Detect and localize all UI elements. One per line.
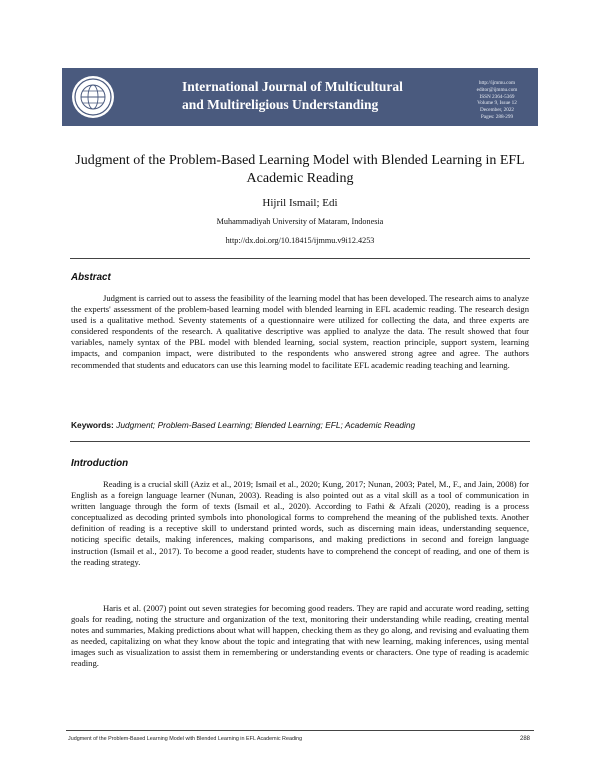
keywords-text: Judgment; Problem-Based Learning; Blended Learning; EFL; Academic Reading [116, 420, 416, 430]
journal-email[interactable]: editor@ijmmu.com [476, 86, 518, 93]
footer-rule [66, 730, 534, 731]
journal-pages: Pages: 288-299 [480, 113, 514, 120]
journal-meta [462, 80, 532, 121]
abstract-text: Judgment is carried out to assess the feasibility of the learning model that has been developed. The research aims to analyze the experts' assessment of the problem-based learning model with blended learning in EFL academic reading. The research design used is a qualitative method. Seventy statements of a questionnaire were utilized for collecting the data, and three experts are considered respondents of the research. A qualitative descriptive was applied to analyze the data. The result showed that four variables, namely syntax of the PBL model with blended learning, social system, reaction principle, support system, learning impacts, and companion impact, were distributed to the respondents who answered strong agree and agree. The authors recommended that students and educators can use this learning model to facilitate EFL academic reading teaching and learning. [71, 293, 529, 370]
footer-running-title: Judgment of the Problem-Based Learning Model with Blended Learning in EFL Academic Reading [68, 736, 303, 742]
journal-logo-icon [70, 74, 116, 120]
article-title: Judgment of the Problem-Based Learning Model with Blended Learning in EFL Academic Reading [75, 153, 525, 186]
page-footer [68, 736, 532, 742]
article-authors: Hijril Ismail; Edi [262, 197, 338, 209]
journal-date: December, 2022 [479, 107, 515, 114]
journal-banner [62, 68, 538, 126]
introduction-paragraph-1: Reading is a crucial skill (Aziz et al., 2019; Ismail et al., 2020; Kung, 2017; Nunan, 2003; Patel, M., F., and Jain, 2008) for English as a foreign language learner (Nunan, 2003). Reading is also pointed out as a vital skill as a tool of communication in written language through the form of texts (Ismail et al., 2020). According to Fathi & Afzali (2020), reading is a process conceptualized as decoding printed symbols into phonological forms to comprehend the meaning of the published texts. Another definition of reading is a receptive skill to understand printed words, such as discerning main ideas, understanding sequence, noticing specific details, making inferences, making comparisons, and making predictions in second and foreign language instruction (Ismail et al., 2017). To become a good reader, students have to comprehend the concept of reading, and one of them is the reading strategy. [71, 479, 529, 567]
introduction-heading: Introduction [71, 458, 129, 469]
page-number: 288 [519, 736, 530, 742]
journal-name [182, 78, 412, 114]
journal-name-line2: and Multireligious Understanding [182, 97, 379, 112]
journal-name-line1: International Journal of Multicultural [182, 79, 403, 94]
journal-url[interactable]: http://ijmmu.com [478, 80, 516, 86]
article-affiliation: Muhammadiyah University of Mataram, Indonesia [216, 217, 384, 226]
divider-top [70, 258, 530, 259]
journal-volume: Volume 9, Issue 12 [477, 100, 517, 107]
introduction-paragraph-2: Haris et al. (2007) point out seven strategies for becoming good readers. They are rapid and accurate word reading, setting goals for reading, noting the structure and organization of the text, monitoring their understanding while reading, creating mental notes and summaries, Making predictions about what will happen, checking them as they go along, and revising and evaluating them as needed, capitalizing on what they know about the topic and integrating that with new learning, making inferences, using mental images such as visualization to assist them in remembering or understanding events or characters. One type of reading is academic reading. [71, 603, 529, 669]
article-doi-link[interactable]: http://dx.doi.org/10.18415/ijmmu.v9i12.4253 [225, 236, 375, 245]
keywords [71, 420, 529, 430]
journal-issn: ISSN 2364-5369 [479, 93, 515, 100]
divider-bottom [70, 441, 530, 442]
abstract-heading: Abstract [71, 272, 111, 283]
keywords-label: Keywords: [71, 420, 114, 430]
